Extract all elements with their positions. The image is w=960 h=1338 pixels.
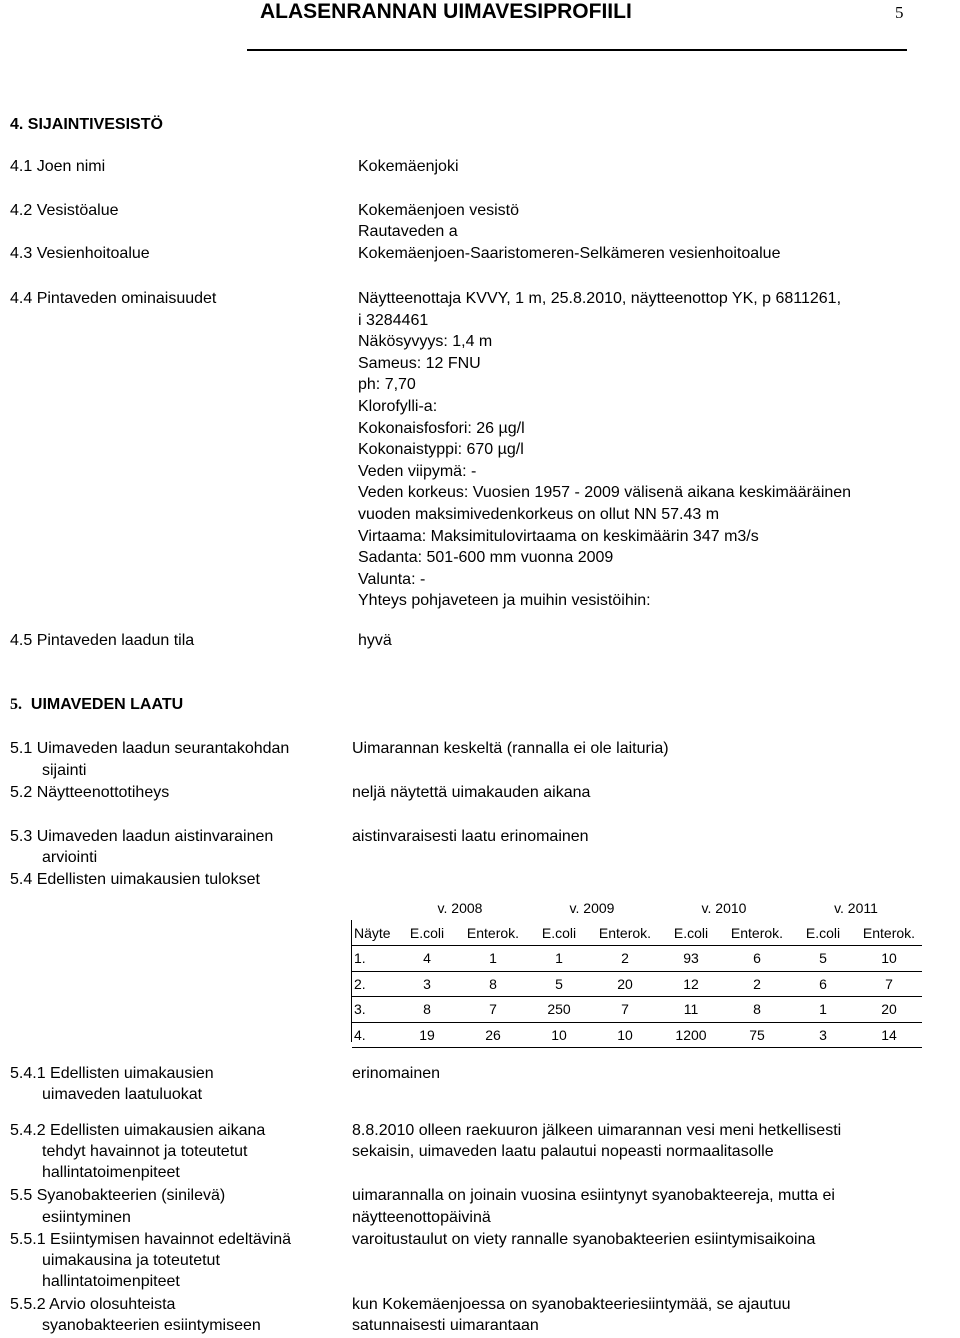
label-5-2: 5.2 Näytteenottotiheys xyxy=(10,784,170,801)
label-4-1: 4.1 Joen nimi xyxy=(10,158,106,175)
label-5-4-1-cont: uimaveden laatuluokat xyxy=(42,1086,203,1103)
label-5-1-cont: sijainti xyxy=(42,762,87,779)
label-5-1: 5.1 Uimaveden laadun seurantakohdan xyxy=(10,740,290,757)
value-4-4-line: Näytteenottaja KVVY, 1 m, 25.8.2010, näytteenottop YK, p 6811261, xyxy=(358,290,842,307)
value-4-4-line: vuoden maksimivedenkorkeus on ollut NN 57.43 m xyxy=(358,505,720,523)
table-cell: 7 xyxy=(856,971,922,997)
table-cell: 1 xyxy=(460,946,526,972)
page-number: 5 xyxy=(895,3,904,22)
value-5-1: Uimarannan keskeltä (rannalla ei ole laituria) xyxy=(352,740,669,757)
table-cell: 4 xyxy=(394,946,460,972)
column-header: Enterok. xyxy=(856,921,922,946)
table-cell: 6 xyxy=(790,971,856,997)
label-5-5-2: 5.5.2 Arvio olosuhteista xyxy=(10,1296,176,1313)
value-5-5-line1: uimarannalla on joinain vuosina esiintynyt syanobakteereja, mutta ei xyxy=(352,1187,835,1204)
document-title: ALASENRANNAN UIMAVESIPROFIILI xyxy=(260,0,632,23)
table-row xyxy=(352,1022,922,1048)
value-4-4-block xyxy=(358,288,851,612)
label-5-3: 5.3 Uimaveden laadun aistinvarainen xyxy=(10,828,274,845)
header-rule xyxy=(247,49,907,51)
value-5-5-2-line2: satunnaisesti uimarantaan xyxy=(352,1317,539,1334)
table-cell: 8 xyxy=(460,971,526,997)
label-5-5: 5.5 Syanobakteerien (sinilevä) xyxy=(10,1187,226,1204)
value-5-4-1: erinomainen xyxy=(352,1065,441,1082)
label-5-4-1: 5.4.1 Edellisten uimakausien xyxy=(10,1065,214,1082)
year-header: v. 2009 xyxy=(569,900,615,917)
table-cell: 12 xyxy=(658,971,724,997)
table-cell: 75 xyxy=(724,1022,790,1048)
table-cell: 5 xyxy=(526,971,592,997)
value-4-4-line: Sameus: 12 FNU xyxy=(358,354,481,372)
column-header: Enterok. xyxy=(460,921,526,946)
value-5-5-line2: näytteenottopäivinä xyxy=(352,1209,491,1226)
label-5-3-cont: arviointi xyxy=(42,849,98,866)
results-table xyxy=(352,896,922,1048)
table-cell: 10 xyxy=(592,1022,658,1048)
section-4-heading: 4. SIJAINTIVESISTÖ xyxy=(10,116,163,133)
label-5-5-1-cont: uimakausina ja toteutetut xyxy=(42,1252,220,1269)
table-cell: 10 xyxy=(526,1022,592,1048)
column-header: E.coli xyxy=(658,921,724,946)
label-4-5: 4.5 Pintaveden laadun tila xyxy=(10,632,195,649)
label-5-4: 5.4 Edellisten uimakausien tulokset xyxy=(10,871,260,888)
value-4-5: hyvä xyxy=(358,632,392,649)
table-cell: 20 xyxy=(856,997,922,1023)
value-4-4-line: Kokonaisfosfori: 26 µg/l xyxy=(358,419,525,437)
table-cell: 7 xyxy=(460,997,526,1023)
section-5-heading xyxy=(10,694,183,715)
value-4-4-line: i 3284461 xyxy=(358,311,429,329)
column-header: Näyte xyxy=(352,921,394,946)
table-cell: 250 xyxy=(526,997,592,1023)
label-5-5-cont: esiintyminen xyxy=(42,1209,131,1226)
table-cell: 14 xyxy=(856,1022,922,1048)
table-cell: 11 xyxy=(658,997,724,1023)
label-5-4-2-cont: hallintatoimenpiteet xyxy=(42,1164,180,1181)
year-header: v. 2011 xyxy=(834,900,878,917)
label-4-2: 4.2 Vesistöalue xyxy=(10,202,119,219)
table-cell: 2 xyxy=(592,946,658,972)
value-4-4-line: Sadanta: 501-600 mm vuonna 2009 xyxy=(358,549,614,567)
value-5-4-2-line1: 8.8.2010 olleen raekuuron jälkeen uimarannan vesi meni hetkellisesti xyxy=(352,1122,842,1139)
table-year-row xyxy=(352,896,922,921)
value-4-4-line: Yhteys pohjaveteen ja muihin vesistöihin: xyxy=(358,592,651,610)
value-4-2-line2: Rautaveden a xyxy=(358,223,458,240)
table-cell: 26 xyxy=(460,1022,526,1048)
table-cell: 2 xyxy=(724,971,790,997)
year-header: v. 2010 xyxy=(701,900,747,917)
label-5-5-1-cont: hallintatoimenpiteet xyxy=(42,1273,180,1290)
table-header-row xyxy=(352,921,922,946)
value-4-3: Kokemäenjoen-Saaristomeren-Selkämeren vesienhoitoalue xyxy=(358,245,781,262)
table-cell: 8 xyxy=(724,997,790,1023)
value-4-4-line: Näkösyvyys: 1,4 m xyxy=(358,333,493,351)
value-4-4-line: Klorofylli-a: xyxy=(358,397,438,415)
label-4-4: 4.4 Pintaveden ominaisuudet xyxy=(10,290,217,307)
table-cell: 3 xyxy=(790,1022,856,1048)
column-header: E.coli xyxy=(394,921,460,946)
section-5-title: UIMAVEDEN LAATU xyxy=(30,696,184,713)
value-5-5-2-line1: kun Kokemäenjoessa on syanobakteeriesiintymää, se ajautuu xyxy=(352,1296,791,1313)
table-cell: 8 xyxy=(394,997,460,1023)
table-cell: 2. xyxy=(352,971,394,997)
table-cell: 5 xyxy=(790,946,856,972)
label-4-3: 4.3 Vesienhoitoalue xyxy=(10,245,150,262)
value-4-4-line: Veden korkeus: Vuosien 1957 - 2009 välisenä aikana keskimääräinen xyxy=(358,484,852,502)
table-cell: 3. xyxy=(352,997,394,1023)
table-cell: 19 xyxy=(394,1022,460,1048)
table-cell: 1 xyxy=(526,946,592,972)
table-cell: 7 xyxy=(592,997,658,1023)
value-4-4-line: ph: 7,70 xyxy=(358,376,416,394)
table-cell: 6 xyxy=(724,946,790,972)
column-header: Enterok. xyxy=(724,921,790,946)
value-4-4-line: Valunta: - xyxy=(358,570,426,588)
value-5-5-1: varoitustaulut on viety rannalle syanobakteerien esiintymisaikoina xyxy=(352,1231,816,1248)
table-cell: 20 xyxy=(592,971,658,997)
value-5-2: neljä näytettä uimakauden aikana xyxy=(352,784,591,801)
table-cell: 1 xyxy=(790,997,856,1023)
label-5-4-2-cont: tehdyt havainnot ja toteutetut xyxy=(42,1143,248,1160)
column-header: E.coli xyxy=(526,921,592,946)
value-4-4-line: Virtaama: Maksimitulovirtaama on keskimäärin 347 m3/s xyxy=(358,527,759,545)
value-5-4-2-line2: sekaisin, uimaveden laatu palautui nopeasti normaalitasolle xyxy=(352,1143,774,1160)
table-cell: 4. xyxy=(352,1022,394,1048)
value-4-1: Kokemäenjoki xyxy=(358,158,459,175)
table-left-border xyxy=(351,920,352,1042)
value-4-4-line: Kokonaistyppi: 670 µg/l xyxy=(358,441,524,459)
table-cell: 3 xyxy=(394,971,460,997)
year-header: v. 2008 xyxy=(437,900,483,917)
value-5-3: aistinvaraisesti laatu erinomainen xyxy=(352,828,589,845)
value-4-2-line1: Kokemäenjoen vesistö xyxy=(358,202,519,219)
label-5-5-2-cont: syanobakteerien esiintymiseen xyxy=(42,1317,261,1334)
value-4-4-line: Veden viipymä: - xyxy=(358,462,477,480)
label-5-4-2: 5.4.2 Edellisten uimakausien aikana xyxy=(10,1122,266,1139)
table-row xyxy=(352,997,922,1023)
table-row xyxy=(352,946,922,972)
table-cell: 93 xyxy=(658,946,724,972)
table-row xyxy=(352,971,922,997)
label-5-5-1: 5.5.1 Esiintymisen havainnot edeltävinä xyxy=(10,1231,292,1248)
table-cell: 10 xyxy=(856,946,922,972)
table-cell: 1. xyxy=(352,946,394,972)
section-5-number: 5. xyxy=(10,696,22,713)
table-cell: 1200 xyxy=(658,1022,724,1048)
column-header: E.coli xyxy=(790,921,856,946)
column-header: Enterok. xyxy=(592,921,658,946)
